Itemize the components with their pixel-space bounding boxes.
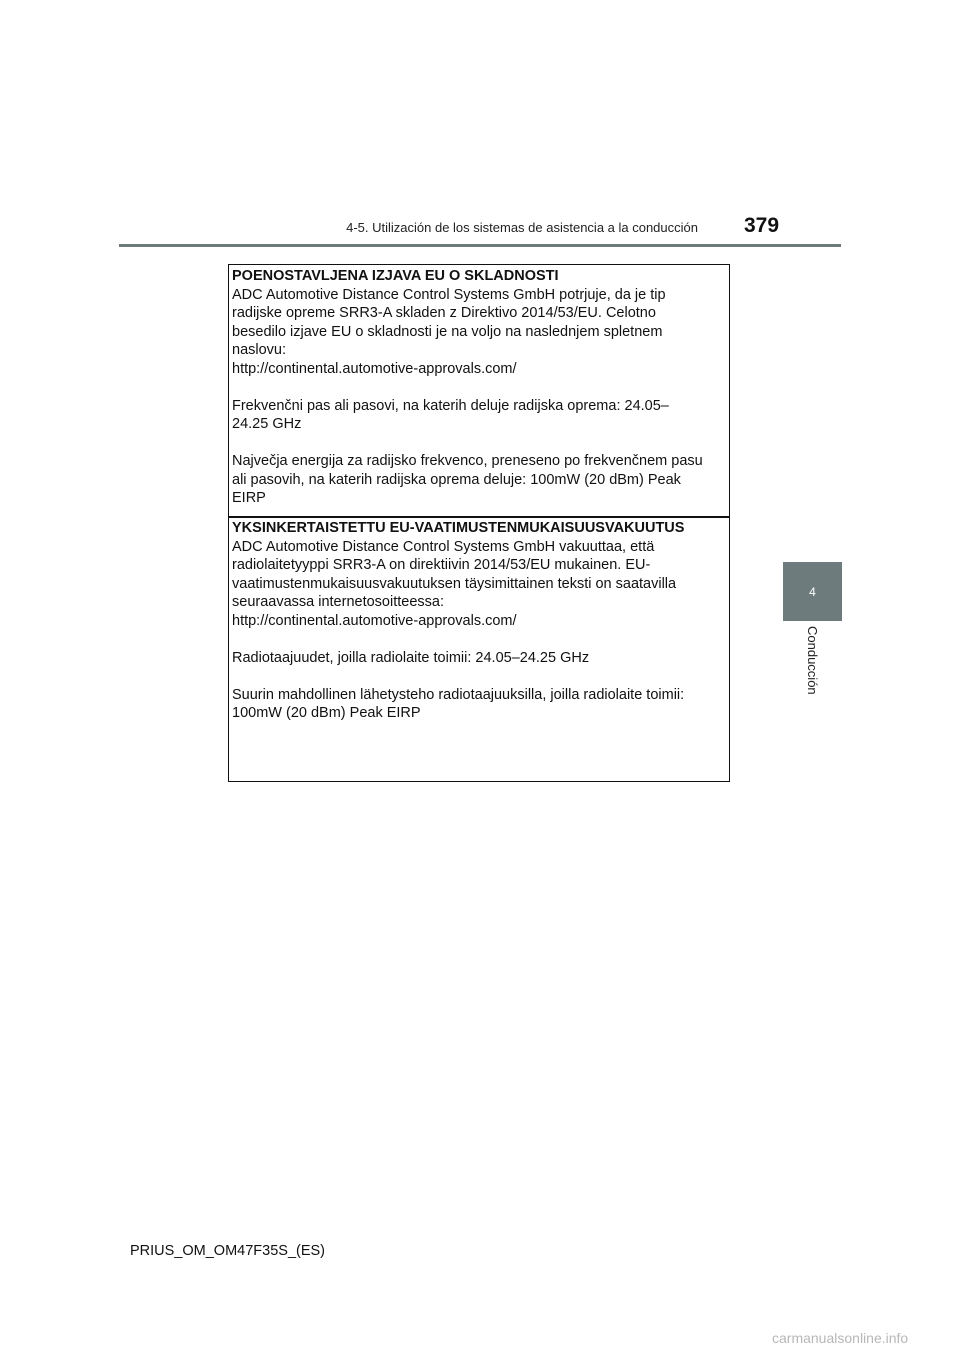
declaration-title: POENOSTAVLJENA IZJAVA EU O SKLADNOSTI <box>232 268 559 284</box>
declaration-line: besedilo izjave EU o skladnosti je na voljo na naslednjem spletnem <box>232 323 663 340</box>
declaration-line: seuraavassa internetosoitteessa: <box>232 594 444 610</box>
declaration-url: http://continental.automotive-approvals.com/ <box>232 612 517 629</box>
page-number: 379 <box>744 214 780 237</box>
declaration-line: EIRP <box>232 490 266 506</box>
declaration-line: Suurin mahdollinen lähetysteho radiotaajuuksilla, joilla radiolaite toimii: <box>232 686 685 703</box>
declaration-line: 100mW (20 dBm) Peak EIRP <box>232 705 421 721</box>
watermark: carmanualsonline.info <box>772 1330 909 1346</box>
declaration-line: Največja energija za radijsko frekvenco, preneseno po frekvenčnem pasu <box>232 453 703 469</box>
declaration-box-finnish <box>228 516 730 782</box>
declaration-line: ADC Automotive Distance Control Systems GmbH vakuuttaa, että <box>232 538 655 555</box>
document-code: PRIUS_OM_OM47F35S_(ES) <box>130 1243 326 1259</box>
declaration-box-slovenian <box>228 264 730 518</box>
header-rule <box>119 244 841 247</box>
declaration-url: http://continental.automotive-approvals.com/ <box>232 360 517 377</box>
declaration-line: vaatimustenmukaisuusvakuutuksen täysimittainen teksti on saatavilla <box>232 575 677 592</box>
declaration-line: radiolaitetyyppi SRR3-A on direktiivin 2014/53/EU mukainen. EU- <box>232 557 651 573</box>
running-header-section: 4-5. Utilización de los sistemas de asistencia a la conducción <box>346 220 698 235</box>
declaration-line: radijske opreme SRR3-A skladen z Direktivo 2014/53/EU. Celotno <box>232 305 656 321</box>
declaration-line: Frekvenčni pas ali pasovi, na katerih deluje radijska oprema: 24.05– <box>232 397 669 414</box>
declaration-line: ADC Automotive Distance Control Systems GmbH potrjuje, da je tip <box>232 286 666 303</box>
declaration-line: 24.25 GHz <box>232 416 302 432</box>
chapter-tab <box>783 562 842 621</box>
chapter-tab-number: 4 <box>809 584 816 599</box>
declaration-line: Radiotaajuudet, joilla radiolaite toimii: 24.05–24.25 GHz <box>232 649 590 666</box>
chapter-tab-label: Conducción <box>805 626 820 695</box>
declaration-line: naslovu: <box>232 342 287 358</box>
declaration-line: ali pasovih, na katerih radijska oprema deluje: 100mW (20 dBm) Peak <box>232 471 681 488</box>
declaration-title: YKSINKERTAISTETTU EU-VAATIMUSTENMUKAISUUSVAKUUTUS <box>232 520 685 536</box>
